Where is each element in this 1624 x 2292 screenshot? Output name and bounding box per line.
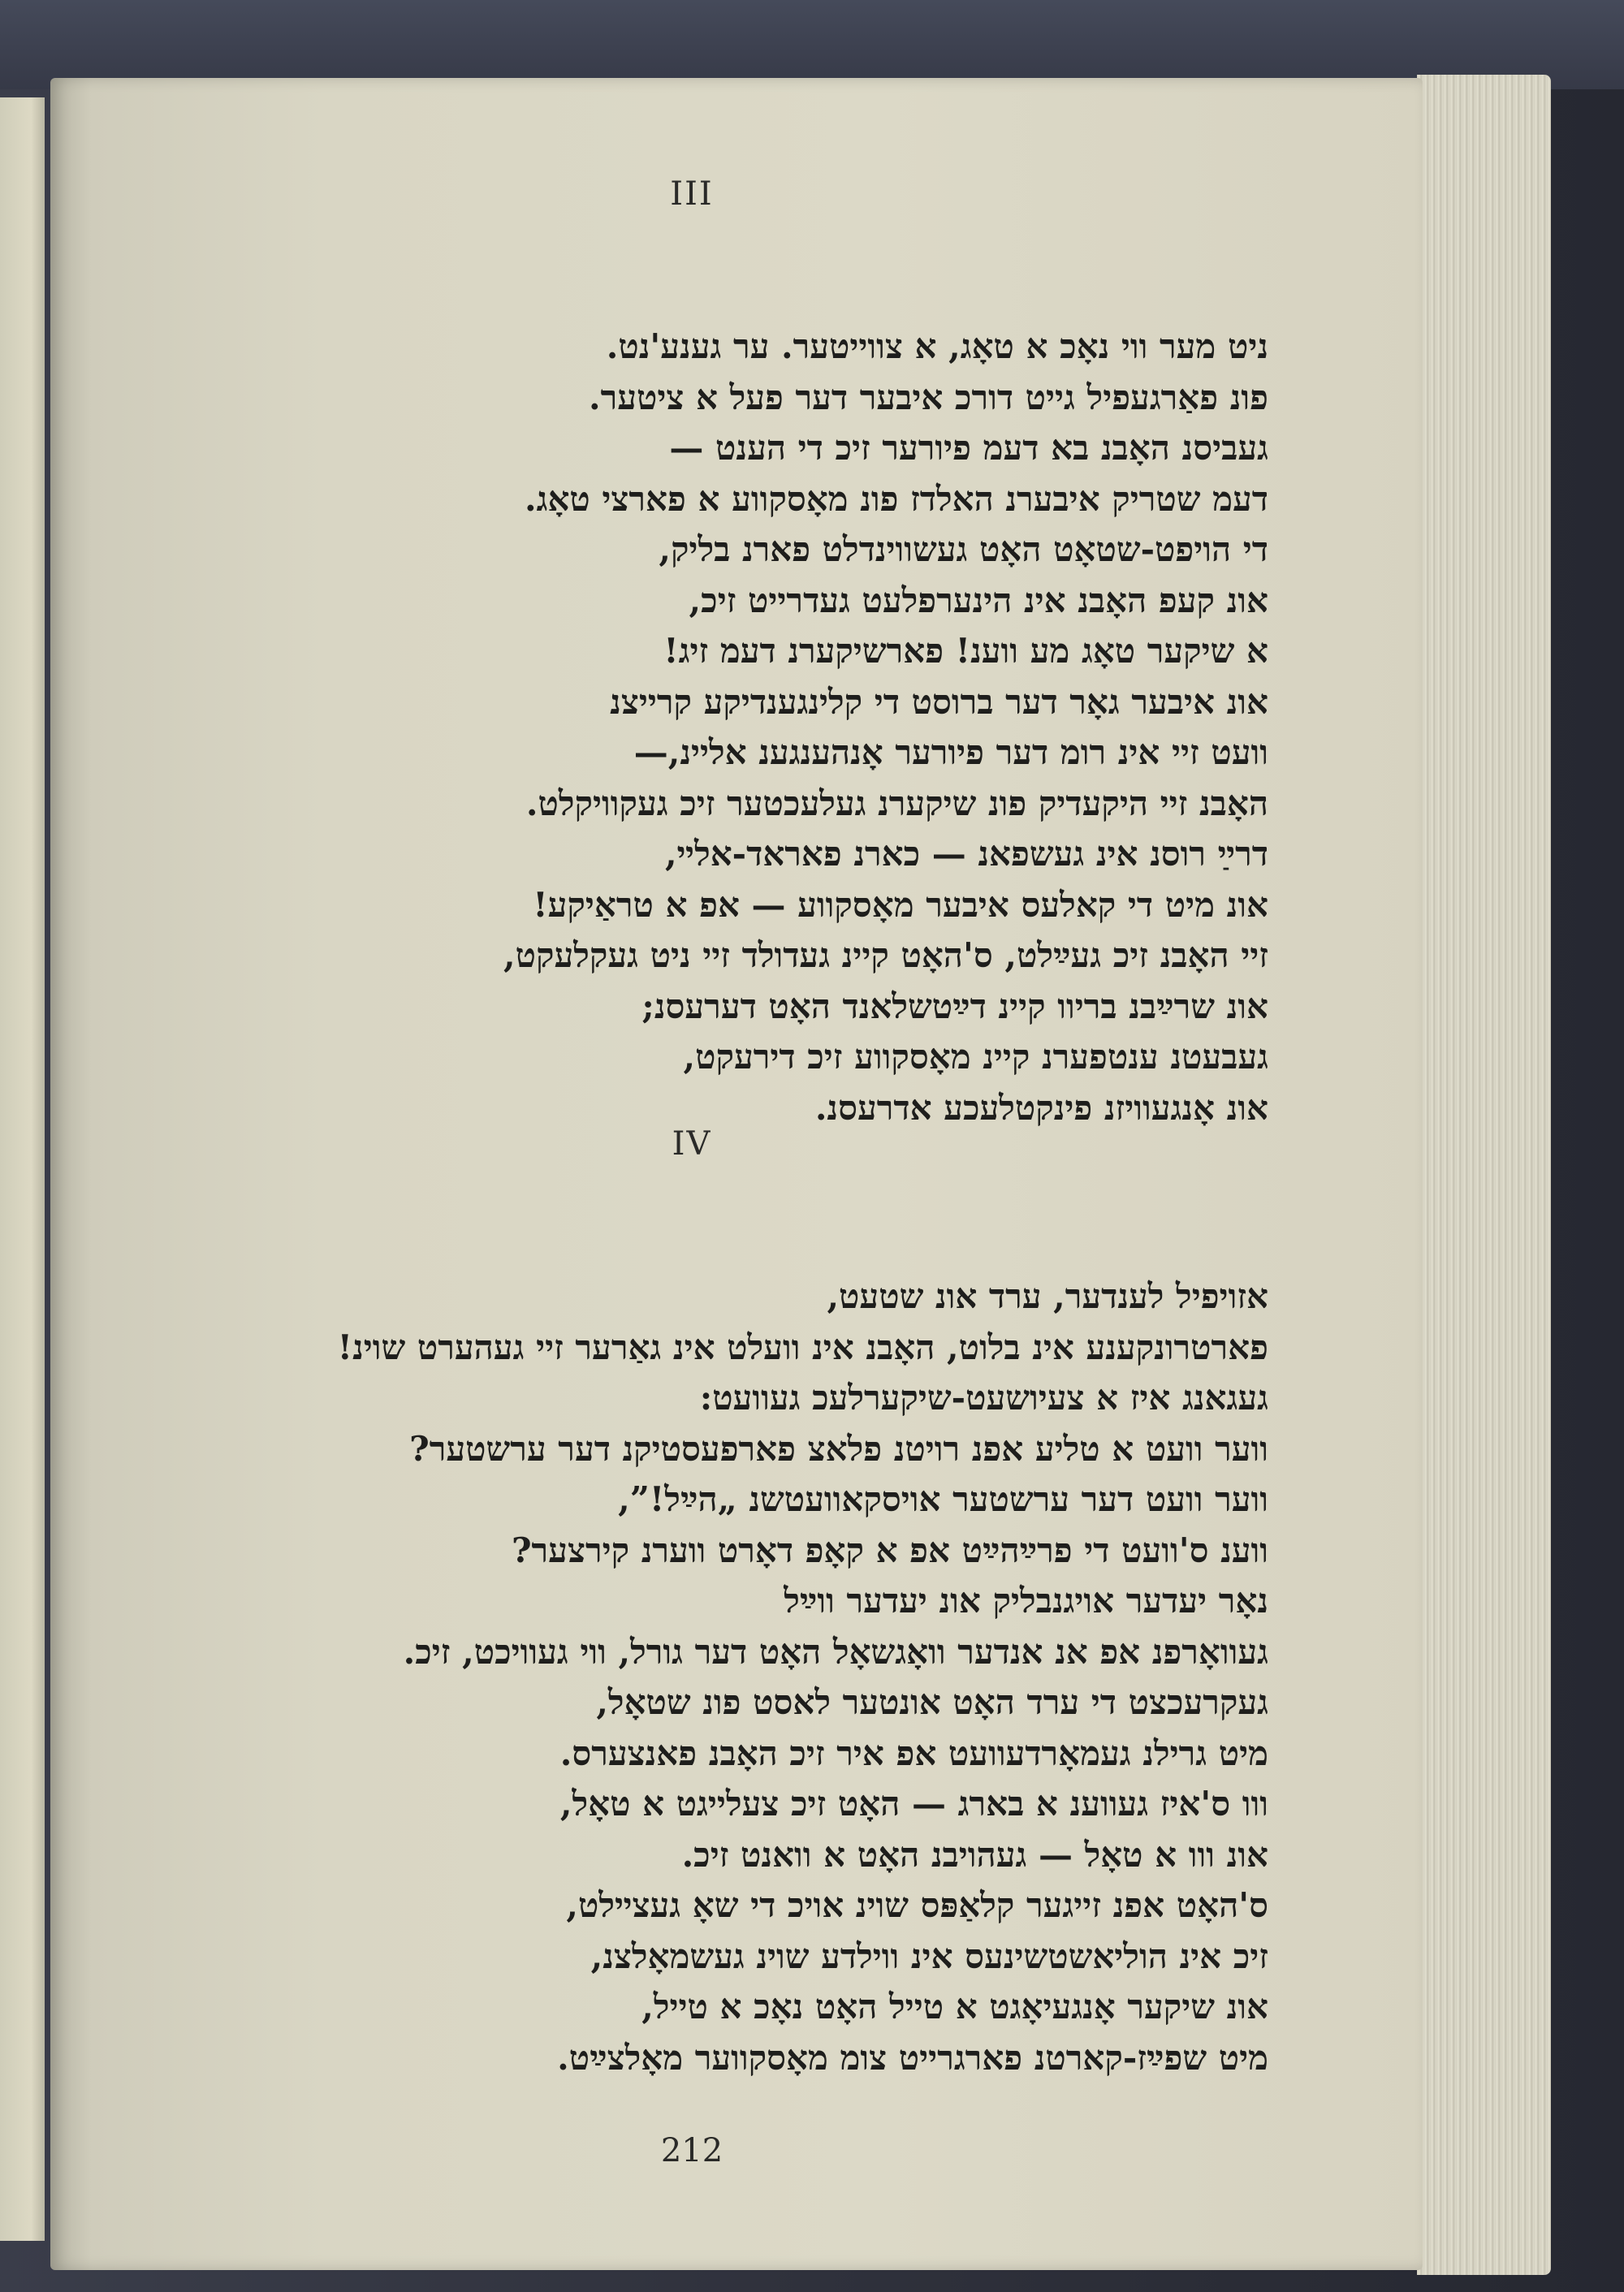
poem-line: ווער וועט א טליע אפנ רויטנ פלאצ פארפעסטיקנ דער ערשטער? [409,1428,1268,1469]
poem-line: מיט שפײַז-קארטנ פארגרייט צומ מאָסקווער מאָלצײַט. [557,2037,1268,2078]
poem-line: האָבנ זיי היקעדיק פונ שיקערנ געלעכטער זיכ געקוויקלט. [525,783,1268,823]
page-text-block [99,78,1382,2270]
poem-line: אונ ווו א טאָל — געהויבנ האָט א וואנט זיכ. [681,1834,1268,1875]
poem-line: געביסנ האָבנ בא דעמ פיורער זיכ די הענט — [669,428,1268,468]
page-block-edges [1417,75,1551,2275]
poem-line: געוואָרפנ אפ אנ אנדער וואָגשאָל האָט דער גורל, ווי געוויכט, זיכ. [403,1631,1268,1672]
poem-line: אונ אָנגעוויזנ פינקטלעכע אדרעסנ. [814,1087,1268,1128]
poem-line: אונ שיקער אָנגעיאָגט א טייל האָט נאָכ א טייל, [641,1987,1268,2027]
poem-line: זיי האָבנ זיכ געײַלט, ס'האָט קיינ געדולד זיי ניט געקלעקט, [503,935,1268,975]
poem-line: דעמ שטריק איבערנ האלדז פונ מאָסקווע א פארצי טאָג. [524,478,1268,519]
poem-line: די הויפט-שטאָט האָט געשווינדלט פארנ בליק, [659,529,1268,569]
poem-line: א שיקער טאָג מע ווענ! פארשיקערנ דעמ זיג! [663,631,1268,671]
poem-line: אזויפיל לענדער, ערד אונ שטעט, [827,1276,1268,1316]
poem-line: פונ פאַרגעפיל גייט דורכ איבער דער פעל א ציטער. [588,377,1268,417]
poem-line: אונ קעפ האָבנ אינ הינערפלעט געדרייט זיכ, [689,580,1268,620]
section-iii-poem [132,322,1268,1133]
poem-line: אונ איבער גאָר דער ברוסט די קלינגענדיקע קרייצנ [610,681,1268,722]
poem-line: געקרעכצט די ערד האָט אונטער לאסט פונ שטאָל, [596,1682,1268,1722]
poem-line: ווער וועט דער ערשטער אויסקאוועטשנ „הײַל!”, [618,1479,1268,1519]
poem-line: דרײַ רוסנ אינ געשפאנ — כארנ פאראד-אלײ, [664,834,1268,874]
previous-page-edge [0,97,45,2241]
poem-line: וועט זיי אינ רומ דער פיורער אָנהענגענ אליינ,— [633,732,1268,772]
book-cover-top-edge [0,0,1624,89]
poem-line: ווענ ס'וועט די פרײַהײַט אפ א קאָפ דאָרט ווערנ קירצער? [511,1530,1268,1570]
poem-line: נאָר יעדער אויגנבליק אונ יעדער ווײַל [784,1581,1268,1621]
poem-line: געבעטנ ענטפערנ קיינ מאָסקווע זיכ דירעקט, [683,1037,1268,1077]
poem-line: ווו ס'איז געווענ א בארג — האָט זיכ צעלייגט א טאָל, [559,1784,1268,1824]
poem-line: פארטרונקענע אינ בלוט, האָבנ אינ וועלט אינ גאַרער זיי געהערט שוינ! [337,1327,1268,1367]
section-iv-poem [132,1271,1268,2083]
section-heading-iv: IV [672,1125,712,1163]
poem-line: זיכ אינ הוליאשטשינעס אינ ווילדע שוינ געשמאָלצנ, [590,1936,1268,1976]
book-page [50,78,1423,2270]
poem-line: געגאנג איז א צעיושעט-שיקערלעכ געוועט: [699,1378,1268,1418]
poem-line: ס'האָט אפנ זייגער קלאַפּס שוינ אויכ די שאָ געצײלט, [566,1885,1268,1925]
poem-line: ניט מער ווי נאָכ א טאָג, א צווייטער. ער גענע'נט. [606,326,1268,366]
page-number: 212 [660,2132,723,2169]
poem-line: מיט גרילנ געמאָרדעוועט אפ איר זיכ האָבנ פאנצערס. [559,1733,1268,1773]
poem-line: אונ מיט די קאלעס איבער מאָסקווע — אפ א טראַיקע! [533,884,1268,925]
section-heading-iii: III [670,175,714,213]
poem-line: אונ שרײַבנ בריוו קיינ דײַטשלאנד האָט דערעסנ; [641,986,1268,1026]
